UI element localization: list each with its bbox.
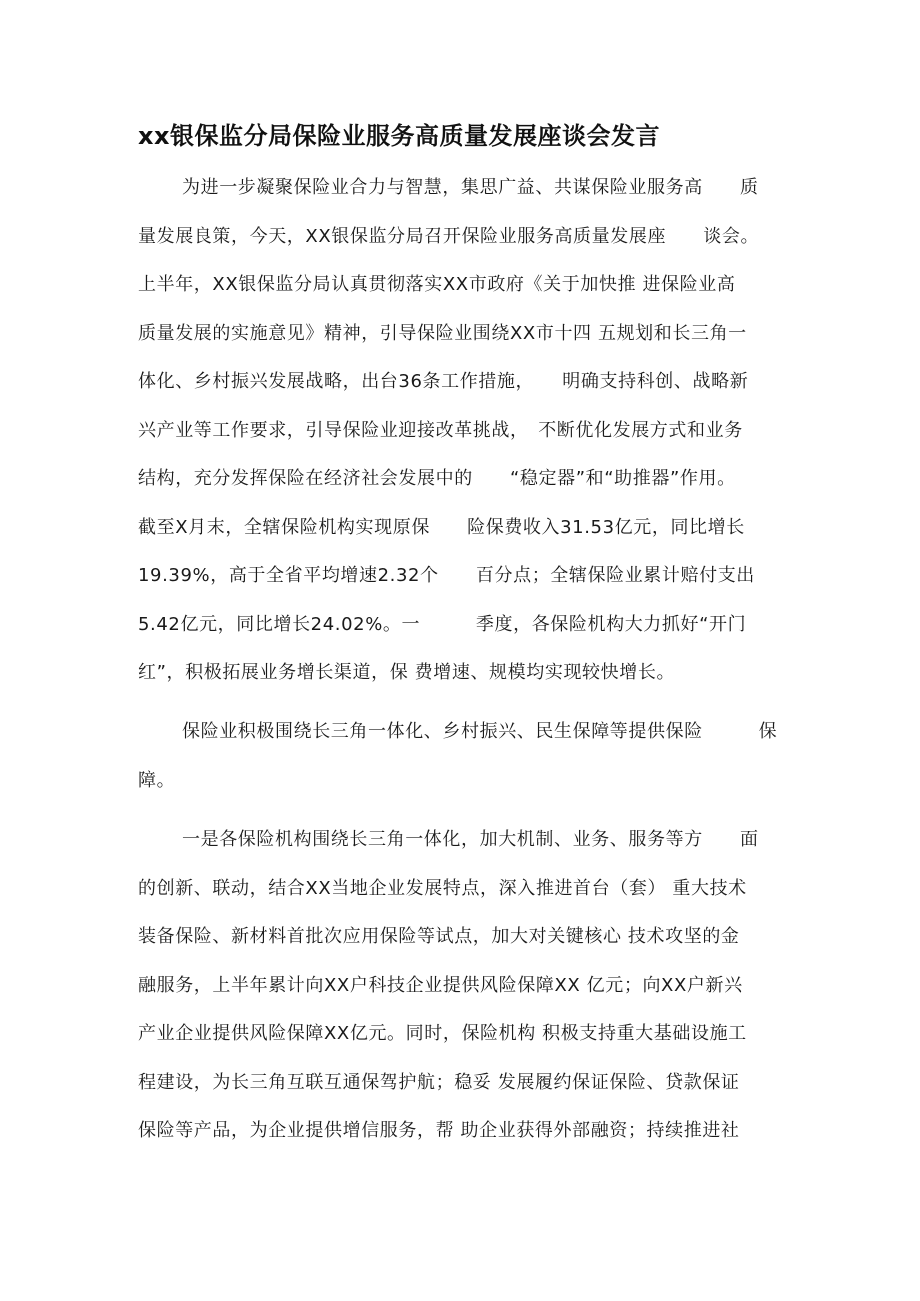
paragraph-line: 保险业积极围绕长三角一体化、乡村振兴、民生保障等提供保险 保 [182,721,778,742]
document-title: xx银保监分局保险业服务高质量发展座谈会发言 [138,122,660,150]
paragraph-line: 保险等产品，为企业提供增信服务，帮 助企业获得外部融资；持续推进社 [138,1120,740,1141]
paragraph-line: 产业企业提供风险保障XX亿元。同时，保险机构 积极支持重大基础设施工 [138,1023,747,1044]
paragraph-line: 体化、乡村振兴发展战略，出台36条工作措施， 明确支持科创、战略新 [138,371,749,392]
paragraph-line: 上半年，XX银保监分局认真贯彻落实XX市政府《关于加快推 进保险业高 [138,274,736,295]
paragraph-line: 的创新、联动，结合XX当地企业发展特点，深入推进首台（套） 重大技术 [138,877,747,899]
paragraph-line: 5.42亿元，同比增长24.02%。一 季度，各保险机构大力抓好“开门 [138,613,747,635]
paragraph-line: 红”，积极拓展业务增长渠道，保 费增速、规模均实现较快增长。 [138,662,676,683]
paragraph-line: 装备保险、新材料首批次应用保险等试点，加大对关键核心 技术攻坚的金 [138,926,740,947]
paragraph-line: 障。 [138,769,176,791]
paragraph-line: 一是各保险机构围绕长三角一体化，加大机制、业务、服务等方 面 [182,829,759,850]
paragraph-line: 截至X月末，全辖保险机构实现原保 险保费收入31.53亿元，同比增长 [138,516,745,538]
paragraph-line: 程建设，为长三角互联互通保驾护航；稳妥 发展履约保证保险、贷款保证 [138,1071,740,1093]
paragraph-1 [138,164,798,698]
paragraph-line: 19.39%，高于全省平均增速2.32个 百分点；全辖保险业累计赔付支出 [138,565,755,586]
paragraph-line: 量发展良策，今天，XX银保监分局召开保险业服务高质量发展座 谈会。 [138,225,760,247]
paragraph-line: 结构，充分发挥保险在经济社会发展中的 “稳定器”和“助推器”作用。 [138,468,736,489]
paragraph-line: 质量发展的实施意见》精神，引导保险业围绕XX市十四 五规划和长三角一 [138,322,747,344]
paragraph-line: 融服务，上半年累计向XX户科技企业提供风险保障XX 亿元；向XX户新兴 [138,974,743,996]
paragraph-line: 兴产业等工作要求，引导保险业迎接改革挑战， 不断优化发展方式和业务 [138,419,743,441]
paragraph-3 [138,816,798,1156]
paragraph-line: 为进一步凝聚保险业合力与智慧，集思广益、共谋保险业服务高 质 [182,177,759,198]
paragraph-2 [138,708,798,805]
